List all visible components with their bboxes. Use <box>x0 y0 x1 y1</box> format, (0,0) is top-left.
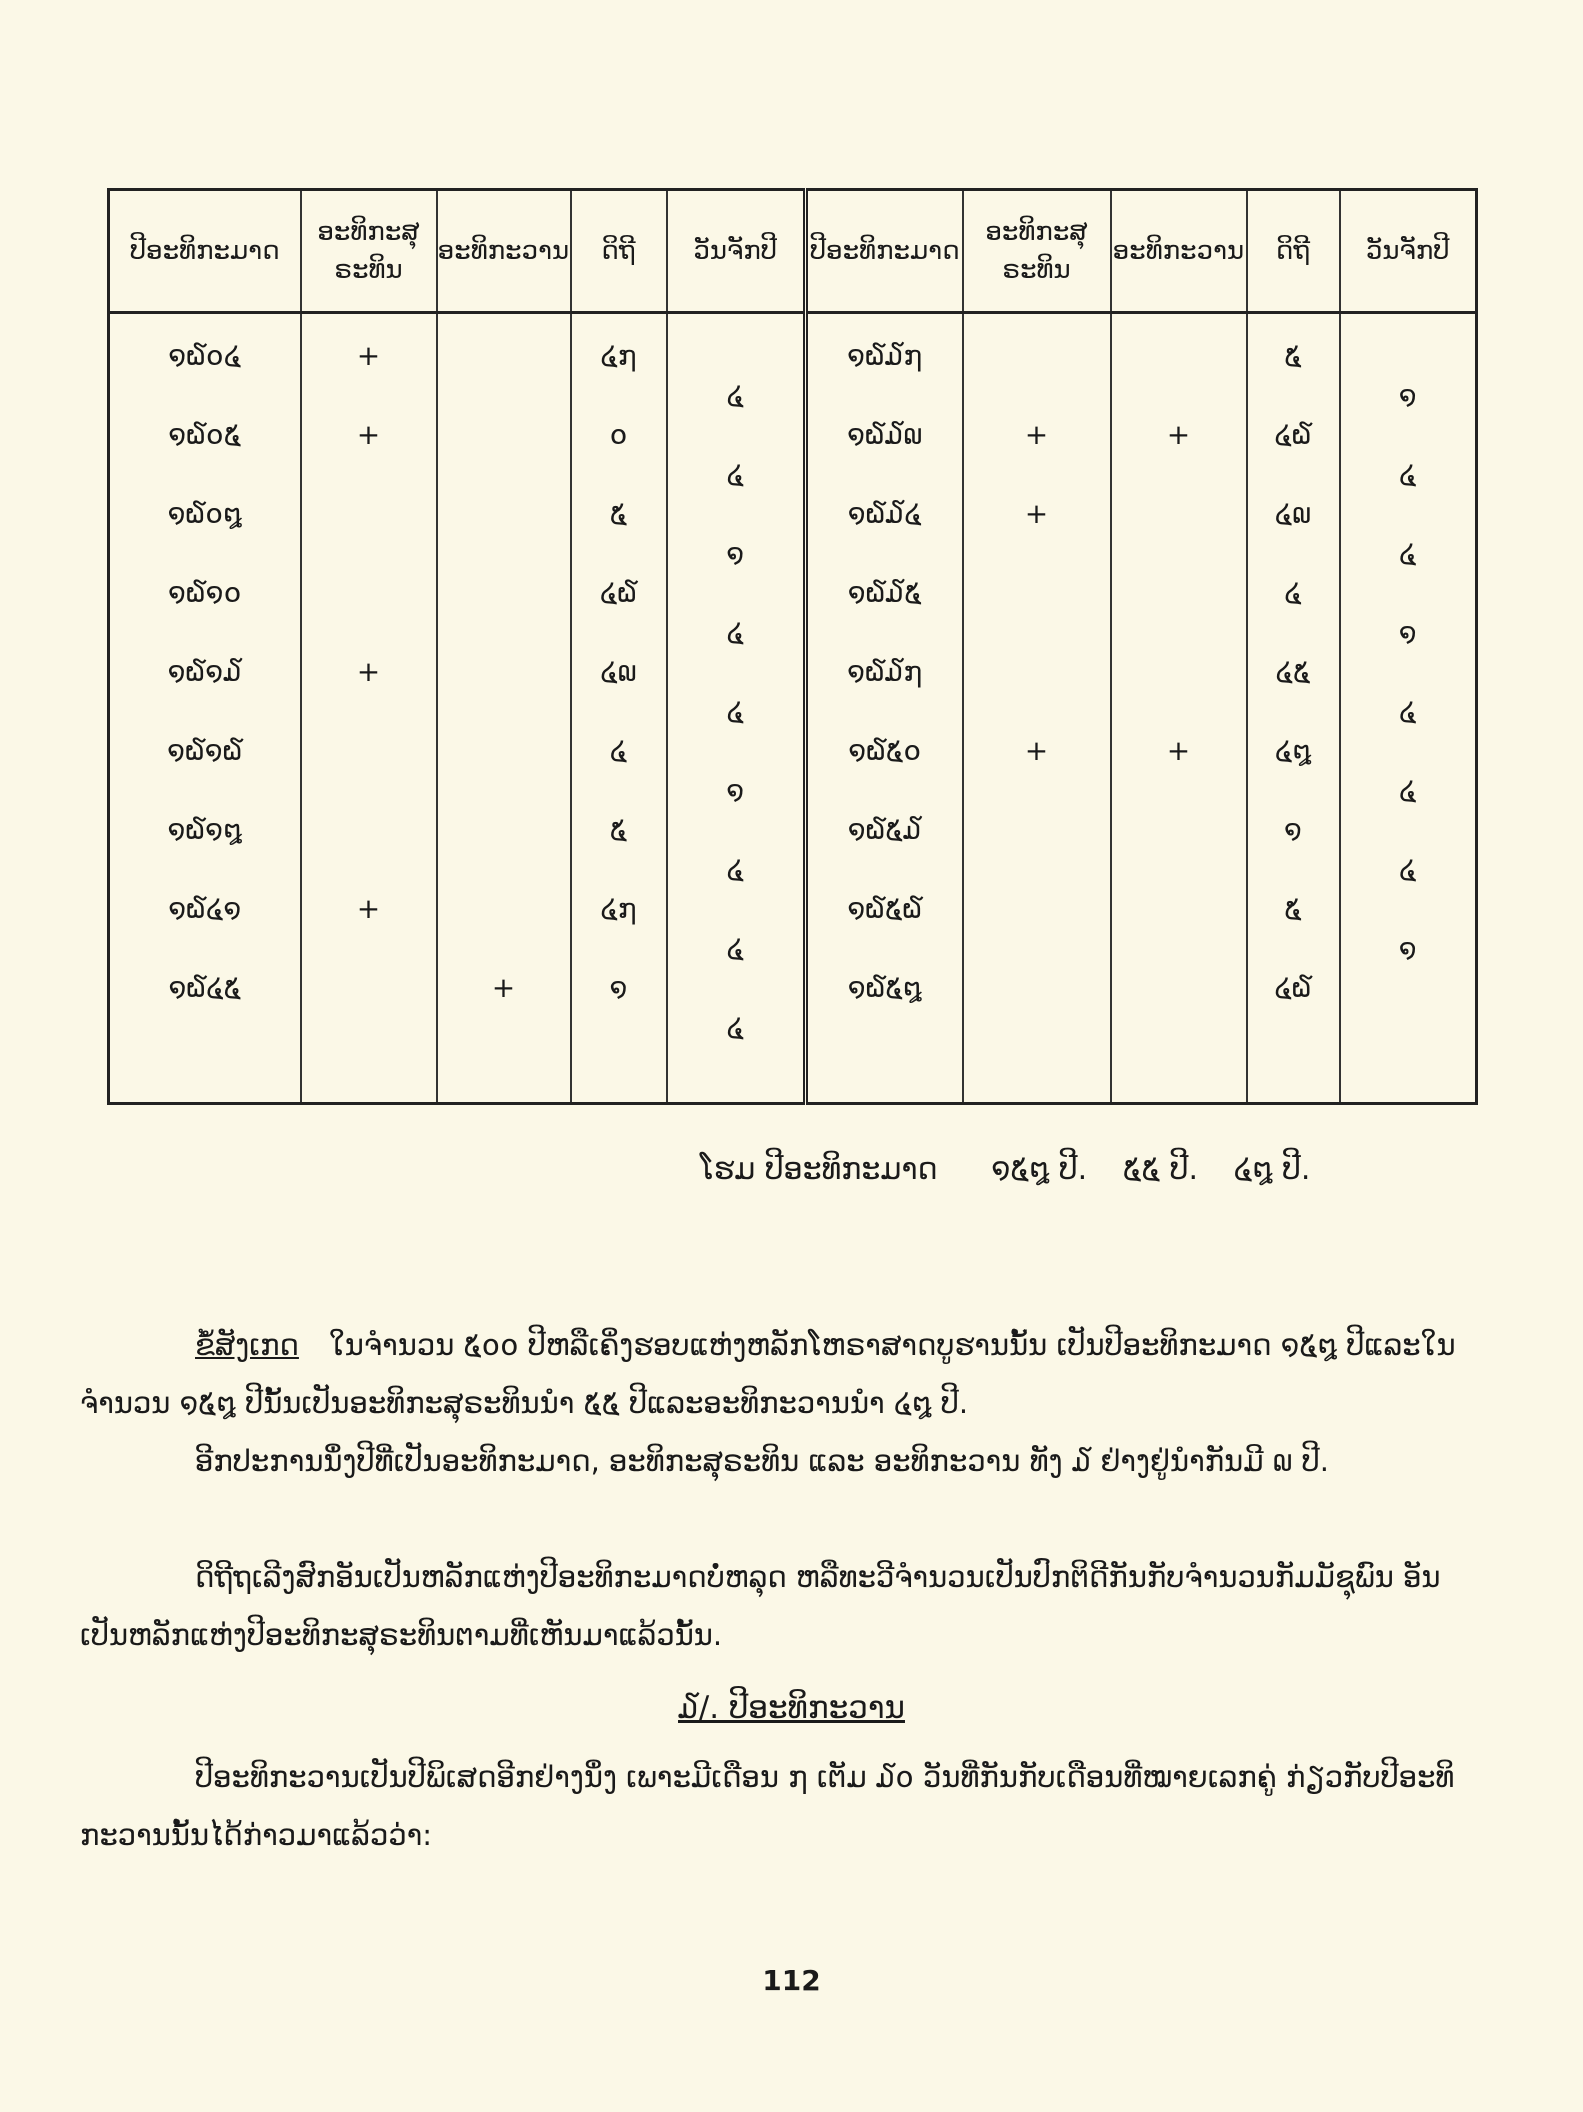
header-dati-right: ດິຖີ <box>1247 190 1340 313</box>
table-cell: ໑ <box>1398 378 1417 412</box>
table-cell: + <box>1024 734 1049 767</box>
table-cell: ໕ <box>609 497 628 530</box>
column-wan-right <box>1111 313 1247 1104</box>
table-header-row <box>109 190 1477 313</box>
column-wan-left <box>437 313 571 1104</box>
header-year-right: ປີອະທິກະມາດ <box>806 190 963 313</box>
table-cell: ໑ <box>726 536 745 570</box>
note-paragraph-3: ດິຖີຖເລີງສົກອັນເປັນຫລັກແຫ່ງປີອະທິກະມາດບໍ່ຫລຸດ ຫລືທະວີຈຳນວນເປັນປົກຕິດີກັນກັບຈຳນວນກັມມັຊຸພົນ ອັນເປັນຫລັກແຫ່ງປີອະທິກະສຸຣະທິນຕາມທີ່ເຫັນມາແລ້ວນັ້ນ. <box>80 1560 1441 1652</box>
total-summary <box>700 1152 1310 1187</box>
header-wanjak-left: ວັນຈັກປີ <box>667 190 806 313</box>
table-cell: ໑ <box>1398 615 1417 649</box>
table-cell: ໔໖ <box>1274 971 1312 1004</box>
table-cell: ໑໖໑໓ <box>167 655 242 688</box>
table-cell: ໑໖໐໔ <box>168 339 242 372</box>
table-cell: ໔ <box>726 694 744 728</box>
table-cell: ໑໖໑໘ <box>167 813 242 846</box>
table-cell: ໑ <box>1284 813 1302 846</box>
table-cell: ໔ <box>1399 694 1417 728</box>
column-years-right <box>806 313 963 1104</box>
header-sura-left: ອະທິກະສຸຣະທິນ <box>301 190 437 313</box>
column-dati-left <box>571 313 667 1104</box>
total-value-3: ໔໘ ປີ. <box>1233 1152 1311 1187</box>
table-cell: ໔໕ <box>1275 655 1311 688</box>
table-cell: ໔໖ <box>599 576 638 609</box>
header-wanjak-right: ວັນຈັກປີ <box>1340 190 1477 313</box>
table-cell: ໑໖໕໖ <box>847 892 923 925</box>
header-wan-left: ອະທິກະວານ <box>437 190 571 313</box>
table-cell: ໑໖໕໘ <box>847 971 922 1004</box>
table-cell: ໑໖໐໕ <box>168 418 242 451</box>
table-cell: ໑໖໕໓ <box>847 813 922 846</box>
table-cell: ໑ <box>1398 931 1417 965</box>
table-cell: ໕ <box>1284 892 1302 925</box>
table-cell: ໔ <box>726 457 744 491</box>
table-cell: + <box>1024 418 1049 451</box>
table-cell: ໕ <box>609 813 628 846</box>
section-heading <box>0 1690 1583 1726</box>
table-cell: ໔ <box>1284 576 1302 609</box>
table-cell: ໔ <box>726 1010 744 1044</box>
column-sura-left <box>301 313 437 1104</box>
table-cell: ໔ <box>1399 773 1417 807</box>
table-cell: ໔ <box>726 931 744 965</box>
table-cell: + <box>1166 734 1191 767</box>
header-sura-right: ອະທິກະສຸຣະທິນ <box>963 190 1111 313</box>
table-cell: + <box>356 655 381 688</box>
table-cell: ໕ <box>1284 339 1302 372</box>
table-cell: ໑໖໐໘ <box>167 497 242 530</box>
column-years-left <box>109 313 301 1104</box>
table-cell: + <box>491 971 516 1004</box>
table-cell: ໐ <box>609 418 628 451</box>
table-cell: ໔ <box>726 852 744 886</box>
table-cell: ໑໖໔໑ <box>168 892 242 925</box>
table-cell: ໔໗ <box>600 892 637 925</box>
table-cell: ໑໖໓໗ <box>847 655 923 688</box>
table-cell: ໑ <box>609 971 628 1004</box>
note-paragraph-2: ອີກປະການນຶ່ງປີທີ່ເປັນອະທິກະມາດ, ອະທິກະສຸຣະທິນ ແລະ ອະທິກະວານ ທັງ ໓ ຢ່າງຢູ່ນຳກັນມີ ໙ ປີ. <box>195 1444 1330 1478</box>
column-dati-right <box>1247 313 1340 1104</box>
table-cell: ໑໖໓໙ <box>847 418 923 451</box>
table-cell: ໑໖໓໔ <box>847 497 922 530</box>
table-cell: ໔໖ <box>1274 418 1312 451</box>
table-cell: ໔ <box>1399 536 1417 570</box>
header-wan-right: ອະທິກະວານ <box>1111 190 1247 313</box>
table-cell: ໔ <box>1399 852 1417 886</box>
total-value-1: ໑໕໘ ປີ. <box>991 1152 1088 1187</box>
table-cell: ໑໖໔໕ <box>168 971 242 1004</box>
table-cell: ໔ <box>726 615 744 649</box>
column-wanjak-left <box>667 313 806 1104</box>
table-cell: ໑ <box>726 773 745 807</box>
header-year-left: ປີອະທິກະມາດ <box>109 190 301 313</box>
table-cell: ໔໙ <box>1274 497 1312 530</box>
header-dati-left: ດິຖີ <box>571 190 667 313</box>
table-cell: + <box>1024 497 1049 530</box>
table-cell: + <box>356 892 381 925</box>
total-value-2: ໕໕ ປີ. <box>1122 1152 1199 1187</box>
table-cell: ໑໖໑໖ <box>167 734 243 767</box>
table-cell: + <box>356 418 381 451</box>
table-cell: ໔໙ <box>600 655 637 688</box>
table-cell: + <box>356 339 381 372</box>
table-cell: ໔໗ <box>600 339 637 372</box>
table-cell: ໑໖໓໗ <box>847 339 923 372</box>
table-body-row <box>109 313 1477 1104</box>
table-cell: ໑໖໓໕ <box>847 576 922 609</box>
section-paragraph-1: ປີອະທິກະວານເປັນປີພິເສດອີກຢ່າງນຶ່ງ ເພາະມີເດືອນ ໗ ເຕັມ ໓໐ ວັນທີ່ກັນກັບເດືອນທີ່ໝາຍເລກຄູ່ ກ່ຽວກັບປີອະທິກະວານນັ້ນໄດ້ກ່າວມາແລ້ວວ່າ: <box>80 1760 1455 1852</box>
note-term: ຂໍ້ສັງເກດ <box>195 1328 299 1362</box>
total-label: ໂຮມ ປີອະທິກະມາດ <box>700 1152 938 1187</box>
page-number: 112 <box>762 1964 821 1997</box>
table-cell: ໔ <box>609 734 628 767</box>
table-cell: ໔ <box>1399 457 1417 491</box>
section-heading-text: ໓/. ປີອະທິກະວານ <box>678 1690 905 1726</box>
table-cell: + <box>1166 418 1191 451</box>
column-wanjak-right <box>1340 313 1477 1104</box>
note-text-1: ໃນຈຳນວນ ໕໐໐ ປີຫລືເຄິ່ງຮອບແຫ່ງຫລັກໂຫຣາສາດບູຮານນັ້ນ ເປັນປີອະທິກະມາດ ໑໕໘ ປີແລະໃນຈຳນວນ ໑໕໘ ປີນັ້ນເປັນອະທິກະສຸຣະທິນນຳ ໕໕ ປີແລະອະທິກະວານນຳ ໔໘ ປີ. <box>80 1328 1456 1420</box>
note-paragraph-1 <box>80 1316 1480 1432</box>
table-cell: ໔໘ <box>1274 734 1312 767</box>
table-cell: ໑໖໕໐ <box>848 734 922 767</box>
table-cell: ໔ <box>726 378 744 412</box>
leap-year-table <box>107 188 1478 1105</box>
column-sura-right <box>963 313 1111 1104</box>
table-cell: ໑໖໑໐ <box>168 576 242 609</box>
